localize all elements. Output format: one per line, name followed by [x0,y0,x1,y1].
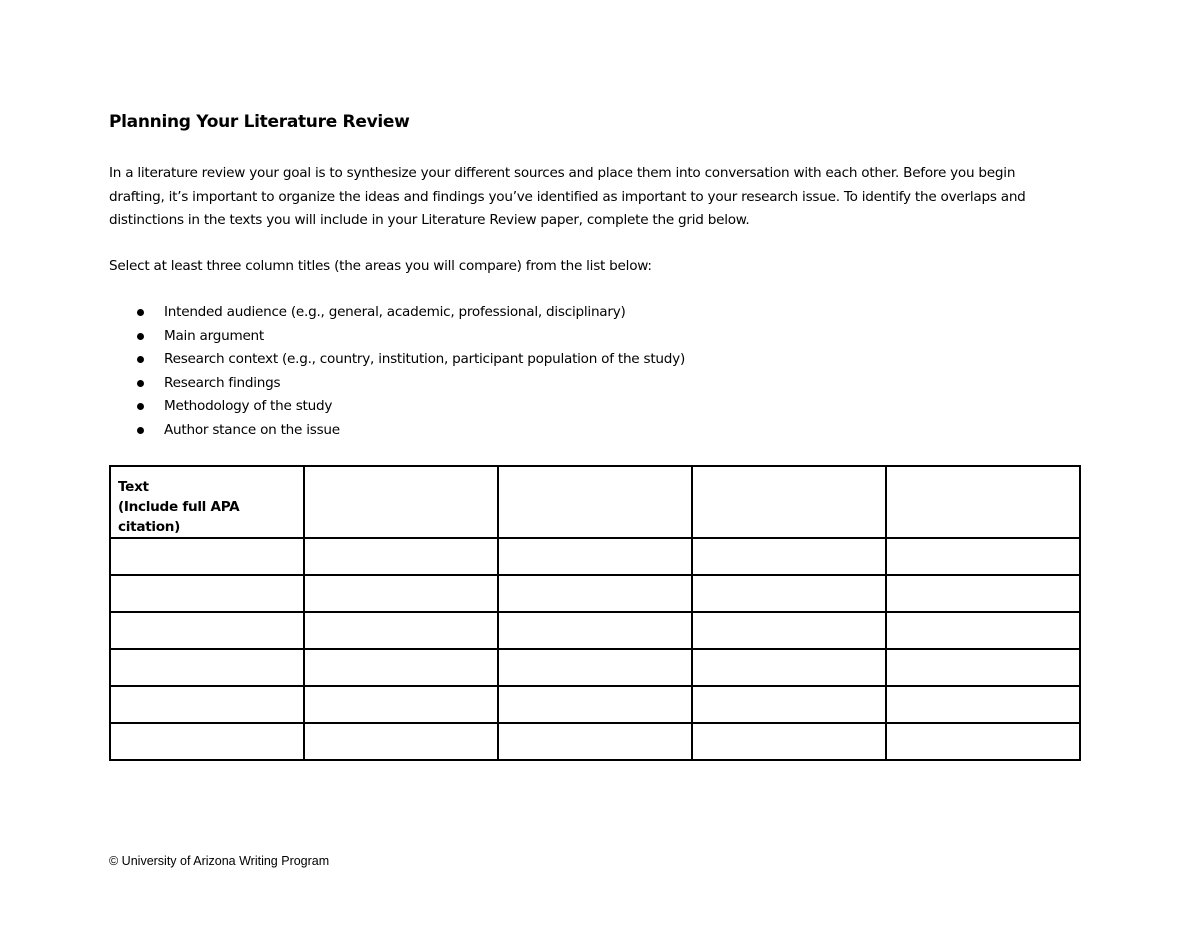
list-item [109,325,685,349]
table-cell[interactable] [304,723,498,760]
table-cell[interactable] [886,575,1080,612]
table-header-row [110,466,1080,538]
table-cell[interactable] [110,612,304,649]
bullet-icon [137,356,144,363]
table-cell[interactable] [110,723,304,760]
list-item-label: Author stance on the issue [164,421,340,438]
table-cell[interactable] [498,575,692,612]
list-item-label: Research context (e.g., country, institution, participant population of the study) [164,351,685,367]
table-cell[interactable] [498,538,692,575]
header-cell-empty[interactable] [304,466,498,538]
table-cell[interactable] [498,612,692,649]
table-cell[interactable] [498,723,692,760]
bullet-icon [137,333,144,340]
table-cell[interactable] [886,538,1080,575]
table-cell[interactable] [304,649,498,686]
list-item-label: Research findings [164,374,281,391]
table-cell[interactable] [304,612,498,649]
table-cell[interactable] [304,538,498,575]
table-cell[interactable] [886,686,1080,723]
bullet-icon [137,427,144,434]
table-row [110,686,1080,723]
table-cell[interactable] [498,649,692,686]
table-cell[interactable] [110,649,304,686]
bullet-icon [137,403,144,410]
table-cell[interactable] [692,649,886,686]
header-cell-empty[interactable] [886,466,1080,538]
table-cell[interactable] [692,723,886,760]
table-row [110,538,1080,575]
table-cell[interactable] [304,575,498,612]
table-cell[interactable] [886,612,1080,649]
table-cell[interactable] [692,612,886,649]
comparison-grid [109,465,1081,761]
bullet-icon [137,309,144,316]
table-row [110,723,1080,760]
bullet-icon [137,380,144,387]
list-item [109,348,685,372]
page-title: Planning Your Literature Review [109,112,410,132]
list-item [109,395,685,419]
table-cell[interactable] [498,686,692,723]
header-cell-empty[interactable] [692,466,886,538]
table-cell[interactable] [110,538,304,575]
header-cell-text [110,466,304,538]
intro-paragraph: In a literature review your goal is to synthesize your different sources and place them into conversation with each other. Before you begin drafting, it’s important to organize the ideas and findings you’ve identified as important to your research issue. To identify the overlaps and distinctions in the texts you will include in your Literature Review paper, complete the grid below. [109,165,1026,228]
table-row [110,575,1080,612]
table-cell[interactable] [304,686,498,723]
column-options-list [109,301,685,442]
list-item-label: Methodology of the study [164,398,333,414]
header-label-text: Text [118,479,149,495]
list-item [109,372,685,396]
list-item [109,301,685,325]
table-cell[interactable] [692,686,886,723]
table-row [110,649,1080,686]
table-row [110,612,1080,649]
table-cell[interactable] [692,538,886,575]
list-item [109,419,685,443]
header-label-citation: (Include full APA citation) [118,499,240,535]
copyright-footer: © University of Arizona Writing Program [109,854,330,868]
table-cell[interactable] [110,575,304,612]
list-item-label: Intended audience (e.g., general, academic, professional, disciplinary) [164,304,626,320]
table-cell[interactable] [692,575,886,612]
instruction-text: Select at least three column titles (the areas you will compare) from the list below: [109,258,652,274]
list-item-label: Main argument [164,327,264,344]
table-cell[interactable] [886,649,1080,686]
table-cell[interactable] [886,723,1080,760]
table-cell[interactable] [110,686,304,723]
header-cell-empty[interactable] [498,466,692,538]
